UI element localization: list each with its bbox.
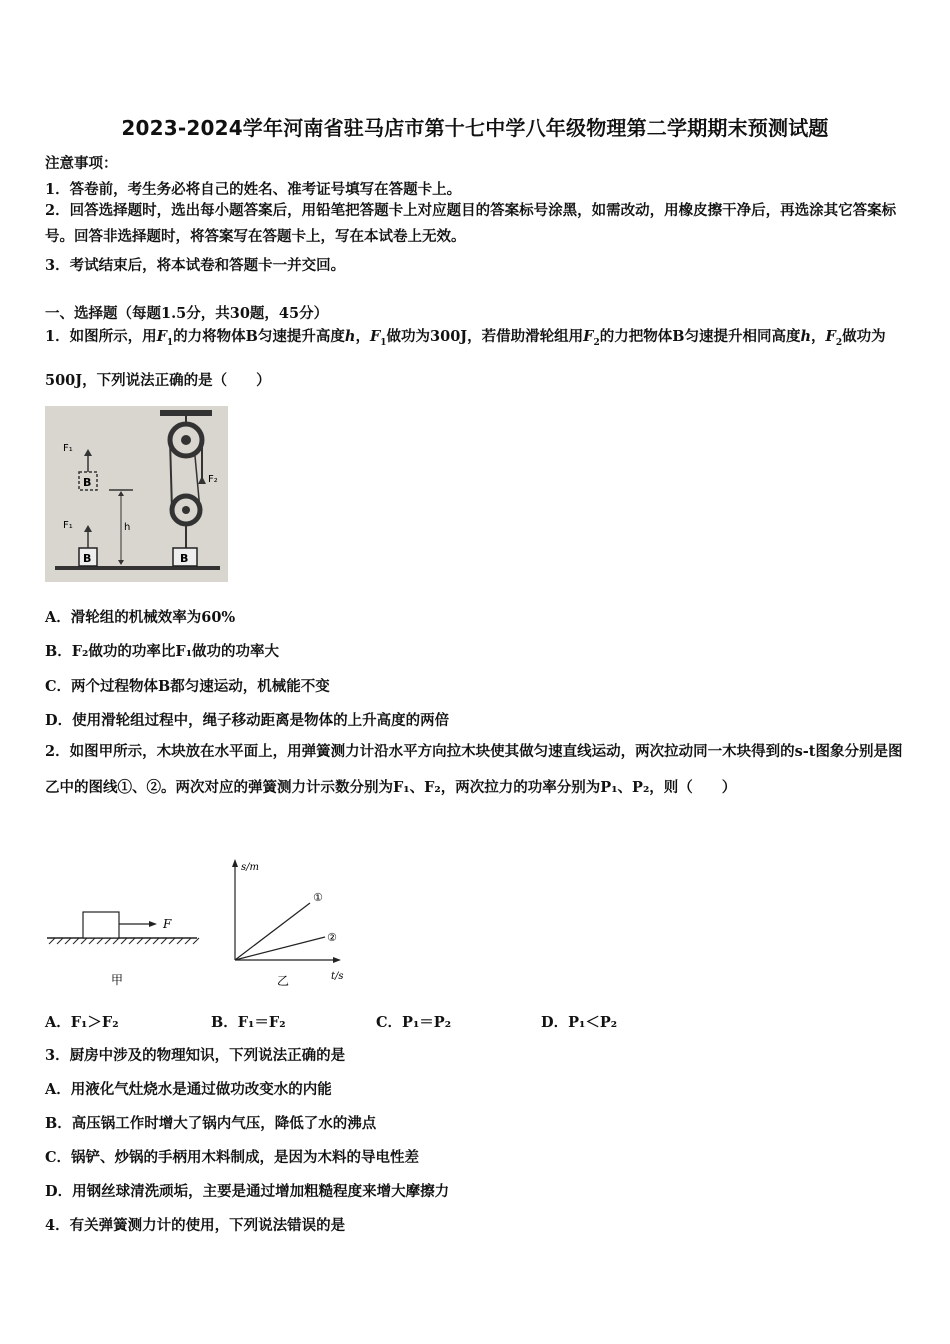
q4-stem: 4．有关弹簧测力计的使用，下列说法错误的是 <box>45 1217 346 1234</box>
graph-line-2 <box>235 937 325 960</box>
label-f1-top: F₁ <box>63 443 73 454</box>
q3-option-c: C．锅铲、炒锅的手柄用木料制成，是因为木料的导电性差 <box>45 1149 420 1166</box>
label-f1-bottom: F₁ <box>63 520 73 531</box>
q2-option-d: D．P₁＜P₂ <box>541 1014 618 1031</box>
q3-stem: 3．厨房中涉及的物理知识，下列说法正确的是 <box>45 1047 346 1064</box>
label-b-raised: B <box>83 476 92 489</box>
q2-option-a: A．F₁＞F₂ <box>45 1014 119 1031</box>
q2-option-c: C．P₁＝P₂ <box>376 1014 452 1031</box>
label-force-f: F <box>163 917 172 931</box>
q3-option-b: B．高压锅工作时增大了锅内气压，降低了水的沸点 <box>45 1115 377 1132</box>
q3-option-d: D．用钢丝球清洗顽垢，主要是通过增加粗糙程度来增大摩擦力 <box>45 1183 450 1200</box>
q1-option-c: C．两个过程物体B都匀速运动，机械能不变 <box>45 678 330 695</box>
q2-option-b: B．F₁＝F₂ <box>211 1014 286 1031</box>
label-line-2: ② <box>327 931 337 944</box>
label-h: h <box>124 522 131 533</box>
q1-option-a: A．滑轮组的机械效率为60% <box>45 609 236 626</box>
graph-line-1 <box>235 903 310 960</box>
caption-yi: 乙 <box>277 974 290 988</box>
label-b-ground: B <box>83 552 92 565</box>
q1-stem: 1．如图所示，用$F_1$的力将物体B匀速提升高度h，$F_1$做功为300J，若借助滑轮组用$F_2$的力把物体B匀速提升相同高度h，$F_2$做功为500J，下列说法正确的是（ ） <box>45 328 886 389</box>
page-title: 2023-2024学年河南省驻马店市第十七中学八年级物理第二学期期末预测试题 <box>121 116 829 140</box>
label-f2: F₂ <box>208 474 218 485</box>
q2-figure-jia <box>45 900 205 990</box>
label-s-m: s/m <box>241 862 259 873</box>
label-line-1: ① <box>313 891 323 904</box>
q2-stem: 2．如图甲所示，木块放在水平面上，用弹簧测力计沿水平方向拉木块使其做匀速直线运动，两次拉动同一木块得到的s-t图象分别是图乙中的图线①、②。两次对应的弹簧测力计示数分别为F₁、F₂，两次拉力的功率分别为P₁、P₂，则（ ） <box>45 743 903 796</box>
q2-figure-yi-st-graph <box>225 855 355 990</box>
notice-item-2: 2．回答选择题时，选出每小题答案后，用铅笔把答题卡上对应题目的答案标号涂黑，如需改动，用橡皮擦干净后，再选涂其它答案标号。回答非选择题时，将答案写在答题卡上，写在本试卷上无效。 <box>45 202 897 245</box>
q1-option-b: B．F₂做功的功率比F₁做功的功率大 <box>45 643 280 660</box>
notice-item-1: 1．答卷前，考生务必将自己的姓名、准考证号填写在答题卡上。 <box>45 181 462 198</box>
q3-option-a: A．用液化气灶烧水是通过做功改变水的内能 <box>45 1081 332 1098</box>
label-t-s: t/s <box>331 971 344 982</box>
label-b-pulley: B <box>180 552 189 565</box>
notice-heading: 注意事项： <box>45 155 118 172</box>
wooden-block <box>83 912 119 938</box>
notice-item-3: 3．考试结束后，将本试卷和答题卡一并交回。 <box>45 257 346 274</box>
section-heading: 一、选择题（每题1.5分，共30题，45分） <box>45 305 329 322</box>
q1-option-d: D．使用滑轮组过程中，绳子移动距离是物体的上升高度的两倍 <box>45 712 450 729</box>
q1-pulley-figure <box>45 406 228 582</box>
caption-jia: 甲 <box>111 973 124 987</box>
